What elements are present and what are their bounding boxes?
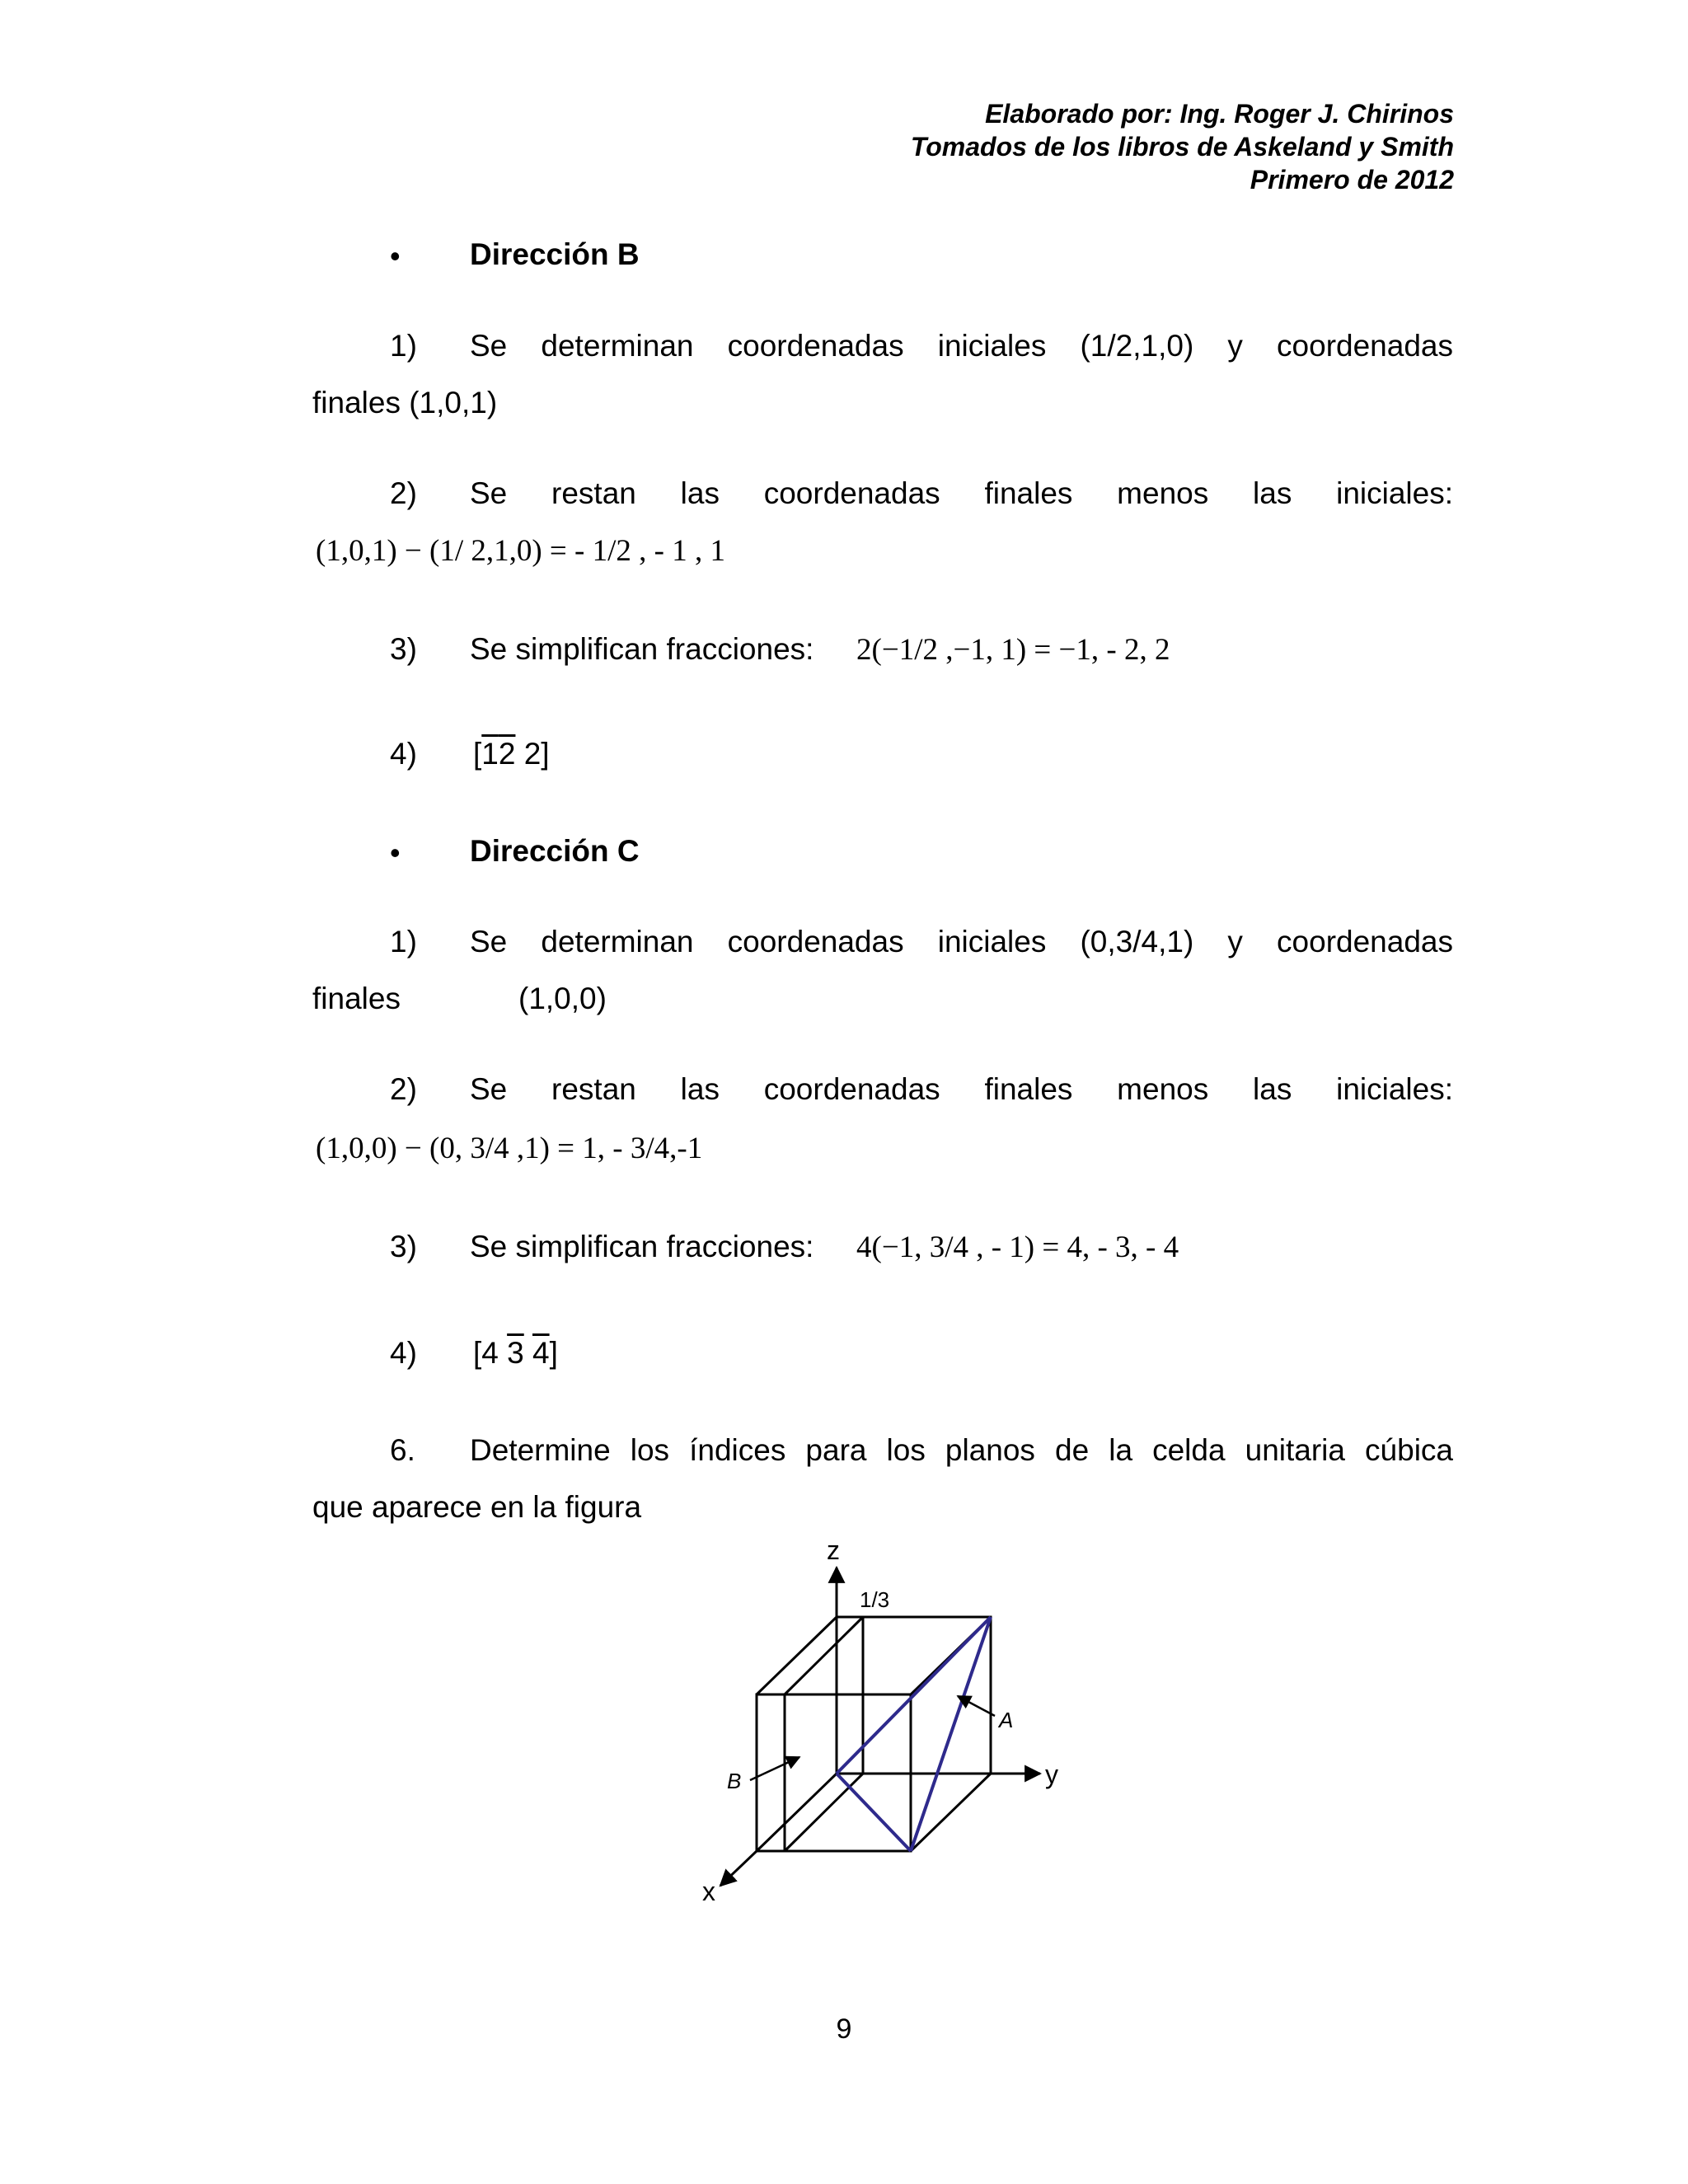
index-space [524,1336,532,1370]
step-number: 2) [390,476,417,510]
plane-a-label: A [999,1708,1014,1732]
index-digit-rest: 2] [515,737,550,771]
document-header [911,97,1454,196]
x-axis [720,1851,757,1886]
section-c-step1-value: (1,0,0) [518,982,607,1015]
header-source: Tomados de los libros de Askeland y Smith [910,132,1454,162]
bracket-open: [4 [473,1336,508,1370]
bullet-icon: • [390,239,401,273]
plane-b-edge [785,1774,863,1851]
plane-b-edge [785,1617,863,1694]
index-digit-negative: 3 [507,1336,524,1370]
section-b-step1-text: Se determinan coordenadas iniciales (1/2,1,0) y coordenadas [470,329,1453,363]
section-b-step3-expression: 2(−1/2 ,−1, 1) = −1, - 2, 2 [856,633,1170,667]
step-number: 1) [390,329,417,363]
cube-edge [757,1774,837,1851]
index-digit-negative: 2 [498,737,516,771]
header-date: Primero de 2012 [1250,165,1454,194]
fraction-label: 1/3 [860,1587,890,1612]
bullet-icon: • [390,836,401,869]
section-c-step1-label: finales [312,982,401,1015]
problem6-text: Determine los índices para los planos de la celda unitaria cúbica [470,1433,1453,1467]
section-b-title: Dirección B [470,237,640,271]
label-b-arrow [750,1757,799,1780]
section-c-step2-expression: (1,0,0) − (0, 3/4 ,1) = 1, - 3/4,-1 [316,1132,703,1165]
cube-edge [757,1617,837,1694]
axis-x-label: x [702,1877,715,1906]
cube-edge [911,1774,991,1851]
axis-z-label: z [827,1535,840,1565]
plane-b-label: B [727,1769,742,1793]
bracket-open: [ [473,737,482,771]
step-number: 4) [390,737,417,771]
section-c-step1-text: Se determinan coordenadas iniciales (0,3/4,1) y coordenadas [470,925,1453,958]
section-c-title: Dirección C [470,834,640,868]
section-b-step1-continuation: finales (1,0,1) [312,386,498,419]
plane-a [837,1617,991,1851]
cube-front-face [757,1694,911,1851]
index-digit-negative: 4 [532,1336,550,1370]
page-number: 9 [836,2013,852,2045]
index-digit-negative: 1 [481,737,499,771]
step-number: 3) [390,632,417,666]
step-number: 3) [390,1230,417,1263]
section-b-step2-text: Se restan las coordenadas finales menos las iniciales: [470,476,1453,510]
step-number: 1) [390,925,417,958]
bracket-close: ] [549,1336,558,1370]
section-b-direction-index [473,737,550,771]
section-c-step3-expression: 4(−1, 3/4 , - 1) = 4, - 3, - 4 [856,1230,1179,1264]
section-c-direction-index [473,1336,558,1371]
axis-y-label: y [1045,1760,1058,1789]
section-b-step2-expression: (1,0,1) − (1/ 2,1,0) = - 1/2 , - 1 , 1 [316,534,725,568]
step-number: 2) [390,1072,417,1106]
cube-back-face [837,1617,991,1774]
cube-edge [911,1617,991,1694]
problem6-continuation: que aparece en la figura [312,1490,642,1524]
label-a-arrow [958,1696,995,1716]
section-c-step3-text: Se simplifican fracciones: [470,1230,814,1263]
problem-number: 6. [390,1433,415,1467]
section-b-step3-text: Se simplifican fracciones: [470,632,814,666]
header-author: Elaborado por: Ing. Roger J. Chirinos [985,99,1454,129]
section-c-step2-text: Se restan las coordenadas finales menos las iniciales: [470,1072,1453,1106]
step-number: 4) [390,1336,417,1370]
